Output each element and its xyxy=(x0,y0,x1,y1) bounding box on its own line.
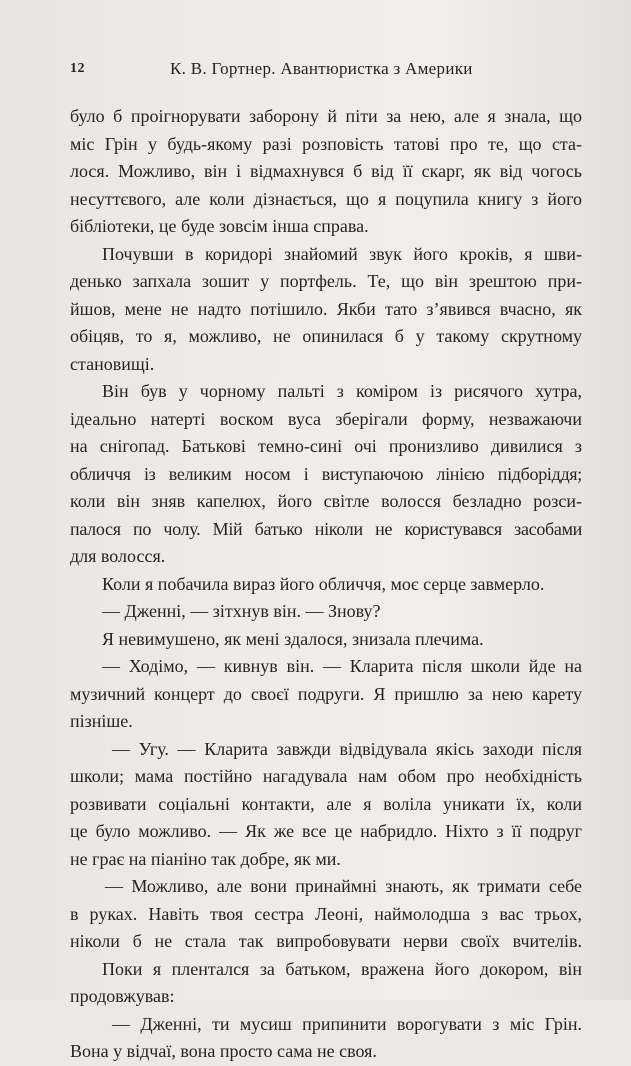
text-line: лося. Можливо, він і відмахнувся б від її скарг, як від чогось xyxy=(70,161,582,181)
text-line: музичний концерт до своєї подруги. Я пришлю за нею карету xyxy=(70,683,582,704)
text-line: — Дженні, — зітхнув він. — Знову? xyxy=(102,601,381,621)
text-line: ніколи б не стала так випробовувати нерви своїх вчителів. xyxy=(70,931,582,951)
text-line: на снігопад. Батькові темно-сині очі пронизливо дивилися з xyxy=(70,436,582,456)
text-line: коли він зняв капелюх, його світле волосся безладно розси- xyxy=(70,491,582,511)
text-line: — Дженні, ти мусиш припинити ворогувати з міс Грін. xyxy=(112,1013,582,1034)
text-line: продовжував: xyxy=(70,986,175,1006)
text-line: обіцяв, то я, можливо, не опинилася б у такому скрутному xyxy=(70,326,582,346)
body-text xyxy=(70,103,582,1066)
text-line: ідеально натерті воском вуса зберігали форму, незважаючи xyxy=(70,408,582,429)
text-line: — Ходімо, — кивнув він. — Кларита після школи йде на xyxy=(102,656,582,676)
text-line: Він був у чорному пальті з коміром із рисячого хутра, xyxy=(102,381,582,401)
text-line: для волосся. xyxy=(70,546,166,566)
text-line: Поки я плентался за батьком, вражена його докором, він xyxy=(102,958,582,979)
text-line: несуттєвого, але коли дізнається, що я поцупила книгу з його xyxy=(70,188,582,209)
text-line: йшов, мене не надто потішило. Якби тато з’явився вчасно, як xyxy=(70,298,582,319)
text-line: це було можливо. — Як же все це набридло. Ніхто з її подруг xyxy=(70,821,582,841)
text-line: палося по чолу. Мій батько ніколи не користувався засобами xyxy=(70,518,582,539)
text-line: становищі. xyxy=(70,353,155,374)
text-line: — Угу. — Кларита завжди відвідувала якісь заходи після xyxy=(112,738,582,759)
text-line: Коли я побачила вираз його обличчя, моє серце завмерло. xyxy=(102,573,545,594)
text-line: Я невимушено, як мені здалося, знизала плечима. xyxy=(102,628,484,649)
text-line: в руках. Навіть твоя сестра Леоні, наймолодша з вас трьох, xyxy=(70,903,582,924)
text-line: денько запхала зошит у портфель. Те, що він зрештою при- xyxy=(70,271,582,291)
text-line: обличчя із великим носом і виступаючою лінією підборіддя; xyxy=(70,463,582,484)
text-line: Вона у відчаї, вона просто сама не своя. xyxy=(70,1041,377,1061)
text-line: міс Грін у будь-якому разі розповість татові про те, що ста- xyxy=(70,133,582,154)
running-title: К. В. Гортнер. Авантюристка з Америки xyxy=(170,59,473,78)
text-line: не грає на піаніно так добре, як ми. xyxy=(70,848,341,869)
text-line: Почувши в коридорі знайомий звук його кроків, я шви- xyxy=(102,243,582,264)
text-line: — Можливо, але вони принаймні знають, як тримати себе xyxy=(105,876,582,896)
page-number: 12 xyxy=(70,61,85,76)
text-line: було б проігнорувати заборону й піти за нею, але я знала, що xyxy=(70,106,582,126)
text-line: пізніше. xyxy=(70,711,133,731)
text-line: розвивати соціальні контакти, але я воліла уникати їх, коли xyxy=(70,793,582,814)
text-line: школи; мама постійно нагадувала нам обом про необхідність xyxy=(70,766,582,786)
page-header xyxy=(70,59,570,83)
text-line: бібліотеки, це буде зовсім інша справа. xyxy=(70,216,369,236)
